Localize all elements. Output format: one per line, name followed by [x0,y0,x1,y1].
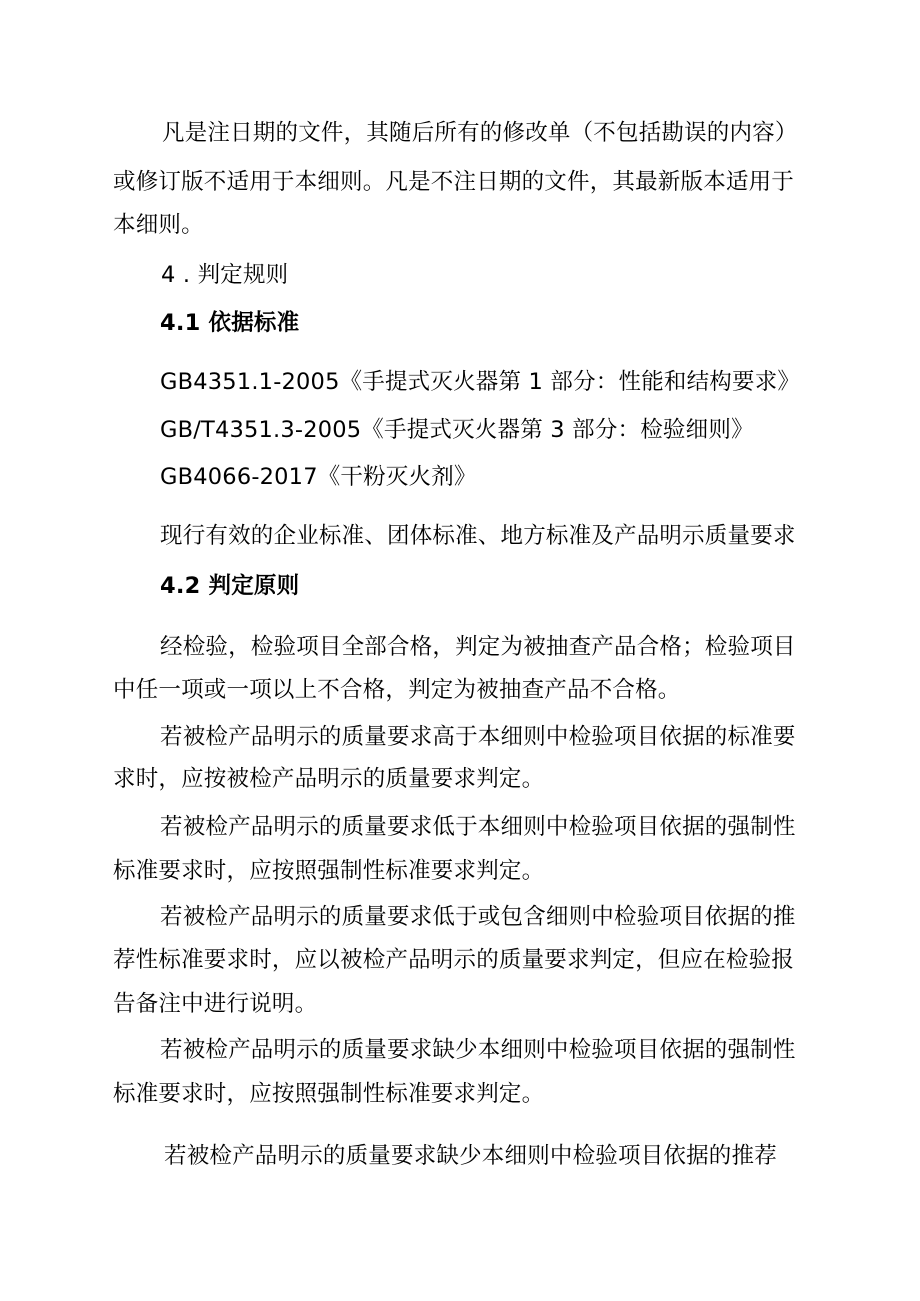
paragraph-line: 标准要求时，应按照强制性标准要求判定。 [113,1081,545,1107]
paragraph-line: 荐性标准要求时，应以被检产品明示的质量要求判定，但应在检验报 [113,947,795,973]
paragraph-line: 若被检产品明示的质量要求高于本细则中检验项目依据的标准要 [160,724,796,750]
paragraph-line: 告备注中进行说明。 [113,991,318,1017]
paragraph-line: 若被检产品明示的质量要求缺少本细则中检验项目依据的强制性 [160,1037,796,1063]
paragraph-line: 本细则。 [113,212,204,238]
subsection-heading: 4.2 判定原则 [160,573,300,599]
paragraph-line: 或修订版不适用于本细则。凡是不注日期的文件，其最新版本适用于 [113,169,795,195]
standard-item: GB/T4351.3-2005《手提式灭火器第 3 部分：检验细则》 [160,417,754,443]
paragraph-line: 若被检产品明示的质量要求低于或包含细则中检验项目依据的推 [160,904,796,930]
standard-item: GB4351.1-2005《手提式灭火器第 1 部分：性能和结构要求》 [160,369,801,395]
paragraph-line: 中任一项或一项以上不合格，判定为被抽查产品不合格。 [113,677,681,703]
paragraph-line: 若被检产品明示的质量要求低于本细则中检验项目依据的强制性 [160,814,796,840]
paragraph-line: 凡是注日期的文件，其随后所有的修改单（不包括勘误的内容） [162,120,798,146]
paragraph-line: 标准要求时，应按照强制性标准要求判定。 [113,858,545,884]
paragraph-line: 若被检产品明示的质量要求缺少本细则中检验项目依据的推荐 [164,1143,777,1169]
subsection-heading: 4.1 依据标准 [160,310,300,336]
paragraph-line: 求时，应按被检产品明示的质量要求判定。 [113,766,545,792]
section-heading: 4 . 判定规则 [161,262,289,288]
standard-item: GB4066-2017《干粉灭火剂》 [160,464,477,490]
paragraph-line: 现行有效的企业标准、团体标准、地方标准及产品明示质量要求 [160,523,796,549]
paragraph-line: 经检验，检验项目全部合格，判定为被抽查产品合格；检验项目 [160,634,796,660]
